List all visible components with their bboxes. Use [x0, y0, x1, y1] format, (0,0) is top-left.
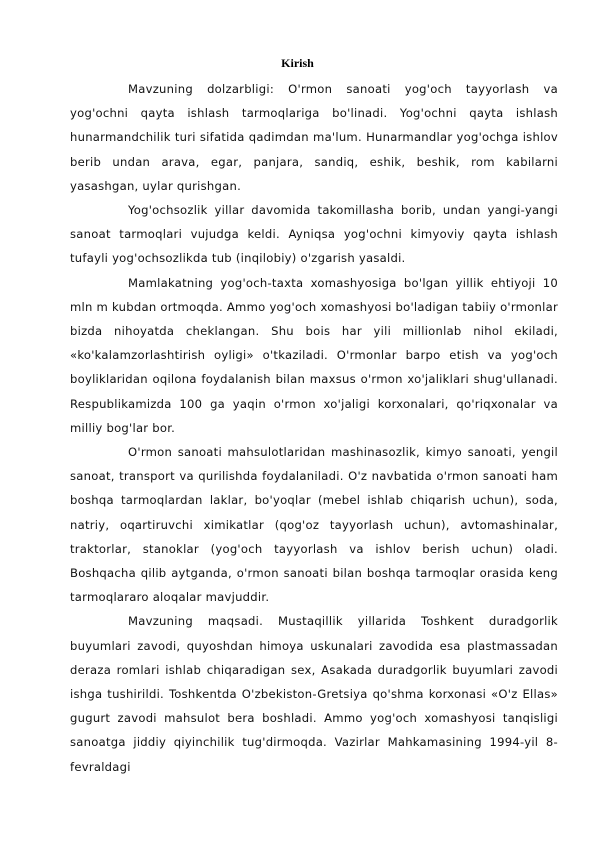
paragraph-forest-industry-links: O'rmon sanoati mahsulotlaridan mashinasozlik, kimyo sanoati, yengil sanoat, transport va qurilishda foydalaniladi. O'z navbatida o'rmon sanoati ham boshqa tarmoqlardan laklar, bo'yoqlar (mebel ishlab chiqarish uchun), soda, natriy, oqartiruvchi ximikatlar (qog'oz tayyorlash uchun), avtomashinalar, traktorlar, stanoklar (yog'och tayyorlash va ishlov berish uchun) oladi. Boshqacha qilib aytganda, o'rmon sanoati bilan boshqa tarmoqlar orasida keng tarmoqlararo aloqalar mavjuddir.: [70, 445, 558, 605]
body-text: [70, 77, 558, 779]
paragraph-relevance: Mavzuning dolzarbligi: O'rmon sanoati yog'och tayyorlash va yog'ochni qayta ishlash tarmoqlariga bo'linadi. Yog'ochni qayta ishlash hunarmandchilik turi sifatida qadimdan ma'lum. Hunarmandlar yog'ochga ishlov berib undan arava, egar, panjara, sandiq, eshik, beshik, rom kabilarni yasashgan, uylar qurishgan.: [70, 82, 558, 193]
paragraph-woodworking-development: Yog'ochsozlik yillar davomida takomillasha borib, undan yangi-yangi sanoat tarmoqlari vujudga keldi. Ayniqsa yog'ochni kimyoviy qayta ishlash tufayli yog'ochsozlikda tub (inqilobiy) o'zgarish yasaldi.: [70, 203, 558, 266]
paragraph-timber-demand: Mamlakatning yog'och-taxta xomashyosiga bo'lgan yillik ehtiyoji 10 mln m kubdan ortmoqda. Ammo yog'och xomashyosi bo'ladigan tabiiy o'rmonlar bizda nihoyatda cheklangan. Shu bois har yili millionlab nihol ekiladi, «ko'kalamzorlashtirish oyligi» o'tkaziladi. O'rmonlar barpo etish va yog'och boyliklaridan oqilona foydalanish bilan maxsus o'rmon xo'jaliklari shug'ullanadi. Respublikamizda 100 ga yaqin o'rmon xo'jaligi korxonalari, qo'riqxonalar va milliy bog'lar bor.: [70, 275, 558, 435]
paragraph-purpose: Mavzuning maqsadi. Mustaqillik yillarida Toshkent duradgorlik buyumlari zavodi, quyoshdan himoya uskunalari zavodida esa plastmassadan deraza romlari ishlab chiqaradigan sex, Asakada duradgorlik buyumlari zavodi ishga tushirildi. Toshkentda O'zbekiston-Gretsiya qo'shma korxonasi «O'z Ellas» gugurt zavodi mahsulot bera boshladi. Ammo yog'och xomashyosi tanqisligi sanoatga jiddiy qiyinchilik tug'dirmoqda. Vazirlar Mahkamasining 1994-yil 8-fevraldagi: [70, 614, 558, 774]
section-heading: Kirish: [281, 56, 314, 70]
